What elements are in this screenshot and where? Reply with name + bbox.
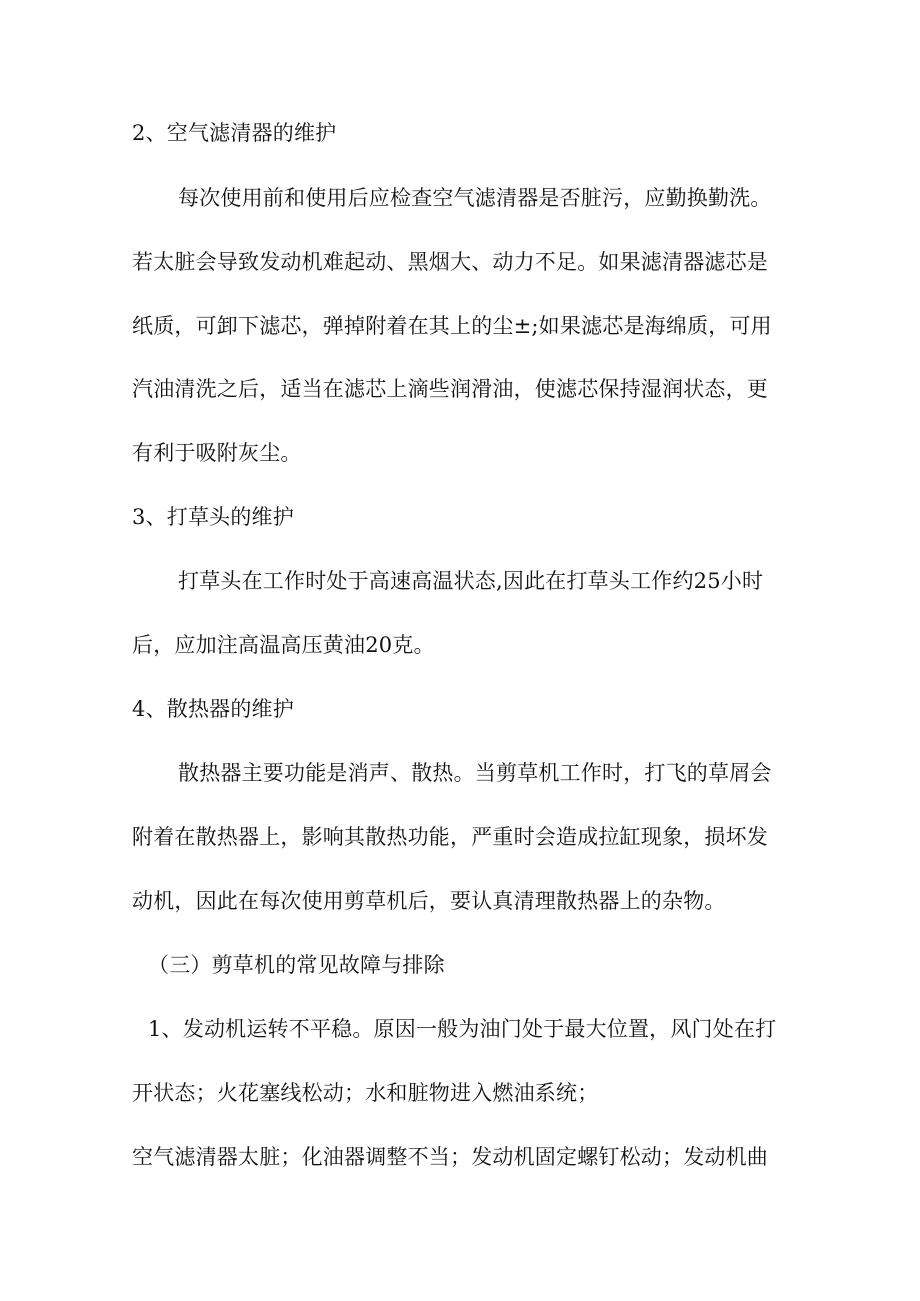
- paragraph-line: 1、发动机运转不平稳。原因一般为油门处于最大位置，风门处在打: [148, 1017, 777, 1041]
- paragraph-line: 开状态；火花塞线松动；水和脏物进入燃油系统；: [132, 1081, 599, 1105]
- paragraph-line: 空气滤清器太脏；化油器调整不当；发动机固定螺钉松动；发动机曲: [132, 1145, 768, 1169]
- paragraph-line: 有利于吸附灰尘。: [132, 441, 302, 465]
- paragraph-line: 附着在散热器上，影响其散热功能，严重时会造成拉缸现象，损坏发: [132, 825, 768, 849]
- heading-radiator-maintenance: 4、散热器的维护: [132, 697, 294, 721]
- paragraph-line: 汽油清洗之后，适当在滤芯上滴些润滑油，使滤芯保持湿润状态，更: [132, 377, 768, 401]
- paragraph-line: 打草头在工作时处于高速高温状态,因此在打草头工作约25小时: [178, 569, 764, 593]
- paragraph-line: 纸质，可卸下滤芯，弹掉附着在其上的尘±;如果滤芯是海绵质，可用: [132, 314, 772, 338]
- paragraph-line: 若太脏会导致发动机难起动、黑烟大、动力不足。如果滤清器滤芯是: [132, 250, 768, 274]
- heading-trimmer-head-maintenance: 3、打草头的维护: [132, 505, 294, 529]
- heading-air-filter-maintenance: 2、空气滤清器的维护: [132, 121, 337, 145]
- paragraph-line: 后，应加注高温高压黄油20克。: [132, 633, 435, 657]
- section-heading-common-faults: （三）剪草机的常见故障与排除: [148, 953, 445, 977]
- paragraph-line: 散热器主要功能是消声、散热。当剪草机工作时，打飞的草屑会: [178, 761, 772, 785]
- paragraph-line: 每次使用前和使用后应检查空气滤清器是否脏污，应勤换勤洗。: [178, 186, 772, 210]
- paragraph-line: 动机，因此在每次使用剪草机后，要认真清理散热器上的杂物。: [132, 889, 726, 913]
